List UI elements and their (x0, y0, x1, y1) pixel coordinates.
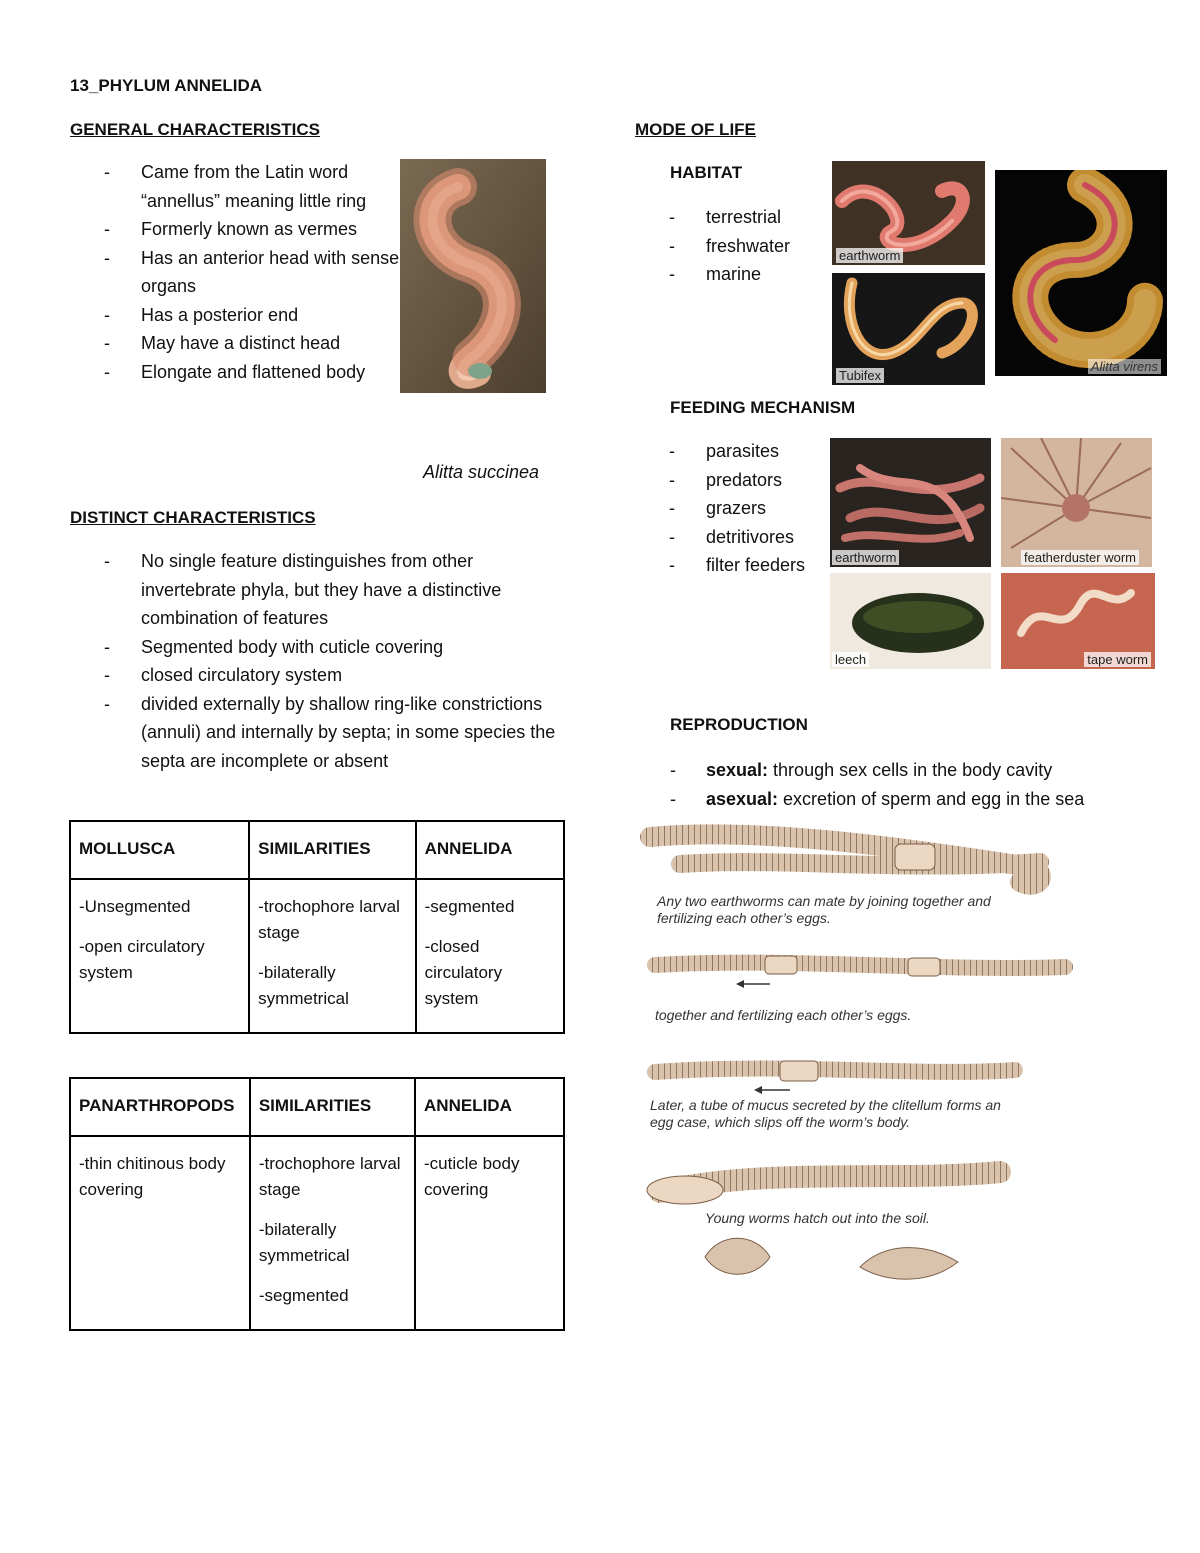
reproduction-list (670, 756, 1170, 813)
cell-text: -trochophore larval stage (258, 1154, 401, 1199)
alitta-virens-illustration (995, 170, 1167, 376)
list-item: - divided externally by shallow ring-like constrictions (annuli) and internally by septa; in some species the septa are incomplete or absent (70, 690, 570, 776)
cell-text: -thin chitinous body covering (79, 1154, 226, 1199)
list-item: - grazers (635, 494, 825, 523)
alitta-virens-photo (995, 170, 1167, 376)
table-cell (249, 879, 415, 1033)
cell-text: -cuticle body covering (424, 1154, 520, 1199)
leech-photo (830, 573, 991, 669)
list-item: - marine (635, 260, 835, 289)
term: asexual: (706, 788, 779, 809)
earthworm-photo (832, 161, 985, 265)
list-item: - Came from the Latin word “annellus” meaning little ring (70, 158, 400, 215)
diagram-caption: Later, a tube of mucus secreted by the clitellum forms an egg case, which slips off the worm’s body. (650, 1097, 1001, 1130)
tubifex-photo (832, 273, 985, 385)
mollusca-comparison-table (69, 820, 565, 1034)
table-cell (70, 1136, 250, 1330)
table-header: ANNELIDA (415, 1078, 564, 1136)
diagram-caption: Young worms hatch out into the soil. (705, 1210, 930, 1226)
list-item: - filter feeders (635, 551, 825, 580)
table-cell (70, 879, 249, 1033)
worm-illustration (400, 159, 546, 393)
table-cell (416, 879, 564, 1033)
diagram-caption: Any two earthworms can mate by joining together and fertilizing each other’s eggs. (657, 893, 991, 926)
table-header: SIMILARITIES (249, 821, 415, 879)
feeding-heading: FEEDING MECHANISM (670, 398, 856, 417)
list-item: - predators (635, 466, 825, 495)
cell-text: -segmented (258, 1286, 349, 1305)
general-list (70, 158, 400, 386)
term: sexual: (706, 760, 769, 780)
general-heading: GENERAL CHARACTERISTICS (70, 120, 320, 139)
diagram-caption: together and fertilizing each other’s eggs. (655, 1007, 912, 1023)
panarthropods-comparison-table (69, 1077, 565, 1331)
cell-text: -open circulatory system (79, 937, 205, 982)
cell-text: -Unsegmented (79, 897, 191, 916)
table-cell (250, 1136, 415, 1330)
table-header: SIMILARITIES (250, 1078, 415, 1136)
list-item: - No single feature distinguishes from other invertebrate phyla, but they have a distinctive combination of features (70, 547, 570, 633)
photo-label: earthworm (836, 248, 903, 263)
photo-label: featherduster worm (1021, 550, 1139, 565)
alitta-succinea-caption: Alitta succinea (423, 462, 540, 482)
list-item: - Elongate and flattened body (70, 358, 400, 387)
list-item: - Has an anterior head with sense organs (70, 244, 400, 301)
table-cell (415, 1136, 564, 1330)
table-header: MOLLUSCA (70, 821, 249, 879)
table-header: ANNELIDA (416, 821, 564, 879)
list-item: - Segmented body with cuticle covering (70, 633, 570, 662)
term-text: excretion of sperm and egg in the sea (778, 788, 1085, 809)
mode-heading: MODE OF LIFE (635, 120, 756, 139)
featherduster-worm-photo (1001, 438, 1152, 567)
photo-label: tape worm (1084, 652, 1151, 667)
tape-worm-photo (1001, 573, 1155, 669)
page-title: 13_PHYLUM ANNELIDA (70, 76, 263, 95)
list-item: - Has a posterior end (70, 301, 400, 330)
list-item: - closed circulatory system (70, 661, 570, 690)
list-item: - detritivores (635, 523, 825, 552)
cell-text: -bilaterally symmetrical (258, 1220, 350, 1265)
habitat-heading: HABITAT (670, 163, 743, 182)
feeding-list (635, 437, 825, 580)
list-item: - Formerly known as vermes (70, 215, 400, 244)
featherduster-illustration (1001, 438, 1152, 567)
cell-text: -bilaterally symmetrical (258, 963, 349, 1008)
cell-text: -segmented (424, 897, 515, 916)
photo-label: earthworm (832, 550, 899, 565)
cell-text: -trochophore larval stage (258, 897, 400, 942)
photo-label: leech (832, 652, 869, 667)
photo-label: Alitta virens (1088, 359, 1161, 374)
earthworm-cluster-illustration (830, 438, 991, 567)
cell-text: -closed circulatory system (424, 937, 503, 1008)
alitta-succinea-image (400, 159, 546, 393)
list-item: - terrestrial (635, 203, 835, 232)
distinct-heading: DISTINCT CHARACTERISTICS (70, 508, 316, 527)
term-text: through sex cells in the body cavity (768, 760, 1053, 780)
habitat-list (635, 203, 835, 289)
table-header: PANARTHROPODS (70, 1078, 250, 1136)
distinct-list (70, 547, 570, 775)
list-item: - parasites (635, 437, 825, 466)
list-item (670, 756, 1170, 785)
reproduction-heading: REPRODUCTION (670, 715, 808, 734)
list-item (670, 785, 1170, 814)
list-item: - May have a distinct head (70, 329, 400, 358)
list-item: - freshwater (635, 232, 835, 261)
photo-label: Tubifex (836, 368, 884, 383)
earthworm-cluster-photo (830, 438, 991, 567)
